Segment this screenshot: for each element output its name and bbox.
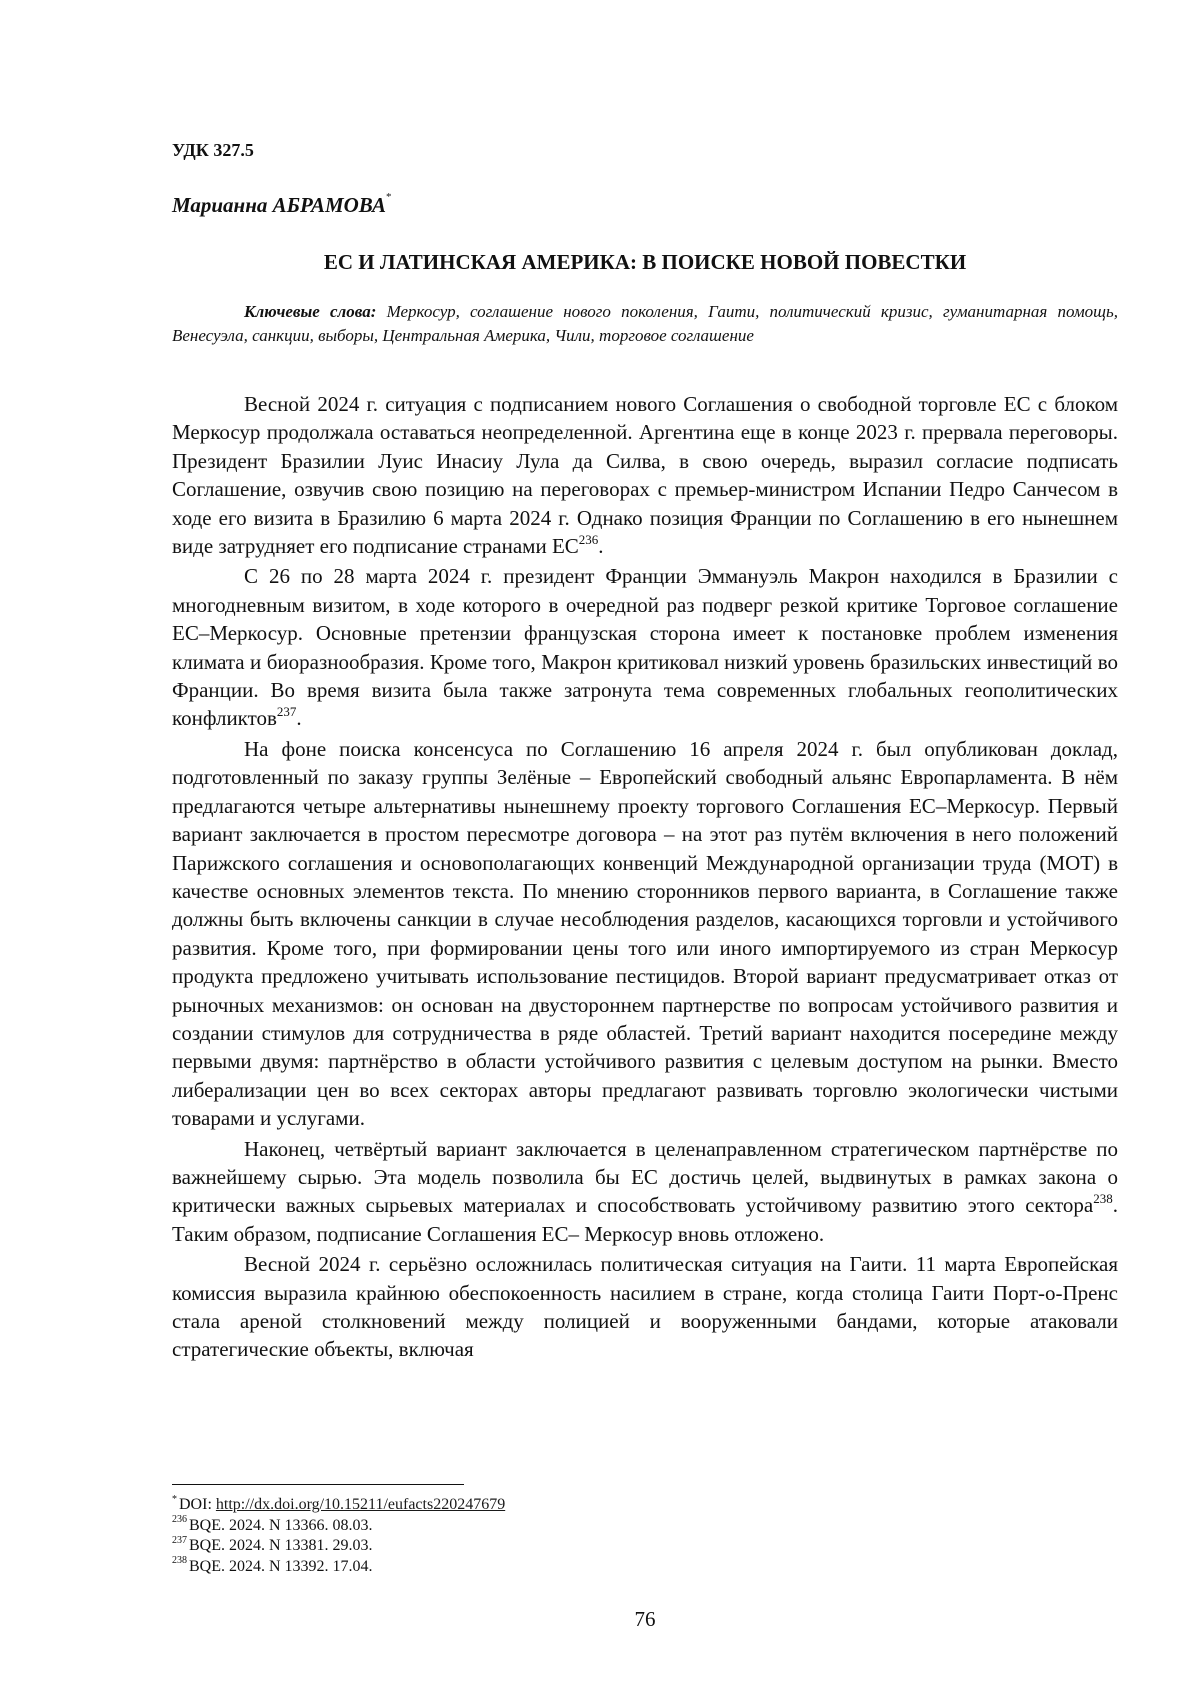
keywords-label: Ключевые слова: bbox=[244, 302, 377, 321]
article-body bbox=[172, 390, 1118, 1364]
doi-prefix: DOI: bbox=[179, 1496, 216, 1513]
footnote-mark: * bbox=[172, 1493, 177, 1505]
footnote-236 bbox=[172, 1516, 1118, 1537]
footnote-text: BQE. 2024. N 13381. 29.03. bbox=[189, 1537, 373, 1554]
page-number: 76 bbox=[634, 1607, 656, 1631]
footnote-mark: 236 bbox=[172, 1514, 187, 1526]
paragraph-4-text: Наконец, четвёртый вариант заключается в целенаправленном стратегическом партнёрстве по важнейшему сырью. Эта модель позволила бы ЕС достичь целей, выдвинутых в рамках закона о критически важных сырьевых материалах и способствовать устойчивому развитию этого сектора bbox=[172, 1136, 1118, 1218]
doi-link[interactable]: http://dx.doi.org/10.15211/eufacts220247679 bbox=[215, 1496, 506, 1513]
footnote-mark: 237 bbox=[172, 1534, 187, 1546]
footnote-mark: 238 bbox=[172, 1555, 187, 1567]
article-title: ЕС И ЛАТИНСКАЯ АМЕРИКА: В ПОИСКЕ НОВОЙ ПОВЕСТКИ bbox=[323, 250, 967, 274]
paragraph-2 bbox=[172, 562, 1118, 732]
footnote-text: BQE. 2024. N 13392. 17.04. bbox=[189, 1557, 373, 1575]
paragraph-2-text: С 26 по 28 марта 2024 г. президент Франции Эммануэль Макрон находился в Бразилии с многодневным визитом, в ходе которого в очередной раз подверг резкой критике Торговое соглашение ЕС–Меркосур. Основные претензии французская сторона имеет к постановке проблем изменения климата и биоразнообразия. Кроме того, Макрон критиковал низкий уровень бразильских инвестиций во Франции. Во время визита была также затронута тема современных глобальных геополитических конфликтов bbox=[172, 564, 1118, 731]
paragraph-1-text: Весной 2024 г. ситуация с подписанием нового Соглашения о свободной торговле ЕС с блоком Меркосур продолжала оставаться неопределенной. Аргентина еще в конце 2023 г. прервала переговоры. Президент Бразилии Луис Инасиу Лула да Силва, в свою очередь, выразил согласие подписать Соглашение, озвучив свою позицию на переговорах с премьер-министром Испании Педро Санчесом в ходе его визита в Бразилию 6 марта 2024 г. Однако позиция Франции по Соглашению в его нынешнем виде затрудняет его подписание странами ЕС bbox=[172, 392, 1118, 559]
author-name-text: Марианна АБРАМОВА bbox=[172, 193, 387, 217]
footnotes bbox=[172, 1495, 1118, 1577]
footnote-238 bbox=[172, 1557, 1118, 1578]
paragraph-4-tail: . Таким образом, подписание Соглашения ЕС– Меркосур вновь отложено. bbox=[172, 1193, 1118, 1246]
footnote-divider bbox=[172, 1484, 464, 1485]
footnote-doi bbox=[172, 1495, 1118, 1516]
paragraph-1-tail: . bbox=[598, 534, 604, 559]
paragraph-1 bbox=[172, 390, 1118, 560]
udk-code: УДК 327.5 bbox=[172, 140, 254, 160]
keywords-block bbox=[172, 300, 1118, 348]
keywords-list: Меркосур, соглашение нового поколения, Гаити, политический кризис, гуманитарная помощь, Венесуэла, санкции, выборы, Центральная Америка, Чили, торговое соглашение bbox=[172, 302, 1118, 345]
paragraph-3: На фоне поиска консенсуса по Соглашению 16 апреля 2024 г. был опубликован доклад, подготовленный по заказу группы Зелёные – Европейский свободный альянс Европарламента. В нём предлагаются четыре альтернативы нынешнему проекту торгового Соглашения ЕС–Меркосур. Первый вариант заключается в простом пересмотре договора – на этот раз путём включения в него положений Парижского соглашения и основополагающих конвенций Международной организации труда (МОТ) в качестве основных элементов текста. По мнению сторонников первого варианта, в Соглашение также должны быть включены санкции в случае несоблюдения разделов, касающихся торговли и устойчивого развития. Кроме того, при формировании цены того или иного импортируемого из стран Меркосур продукта предложено учитывать использование пестицидов. Второй вариант предусматривает отказ от рыночных механизмов: он основан на двустороннем партнерстве по вопросам устойчивого развития и создании стимулов для сотрудничества в ряде областей. Третий вариант находится посередине между первыми двумя: партнёрство в области устойчивого развития с целевым доступом на рынки. Вместо либерализации цен во всех секторах авторы предлагают развивать торговлю экологически чистыми товарами и услугами. bbox=[172, 736, 1118, 1131]
author-name bbox=[172, 193, 392, 218]
paragraph-5: Весной 2024 г. серьёзно осложнилась политическая ситуация на Гаити. 11 марта Европейская комиссия выразила крайнюю обеспокоенность насилием в стране, когда столица Гаити Порт-о-Пренс стала ареной столкновений между полицией и вооруженными бандами, которые атаковали стратегические объекты, включая bbox=[172, 1252, 1118, 1362]
footnote-ref-237[interactable]: 237 bbox=[276, 704, 297, 720]
paragraph-4 bbox=[172, 1135, 1118, 1249]
footnote-ref-238[interactable]: 238 bbox=[1093, 1191, 1113, 1207]
footnote-text: BQE. 2024. N 13366. 08.03. bbox=[189, 1516, 373, 1534]
footnote-237 bbox=[172, 1536, 1118, 1557]
footnote-ref-236[interactable]: 236 bbox=[578, 532, 599, 548]
author-footnote-mark[interactable]: * bbox=[386, 191, 392, 203]
paragraph-2-tail: . bbox=[296, 706, 302, 731]
